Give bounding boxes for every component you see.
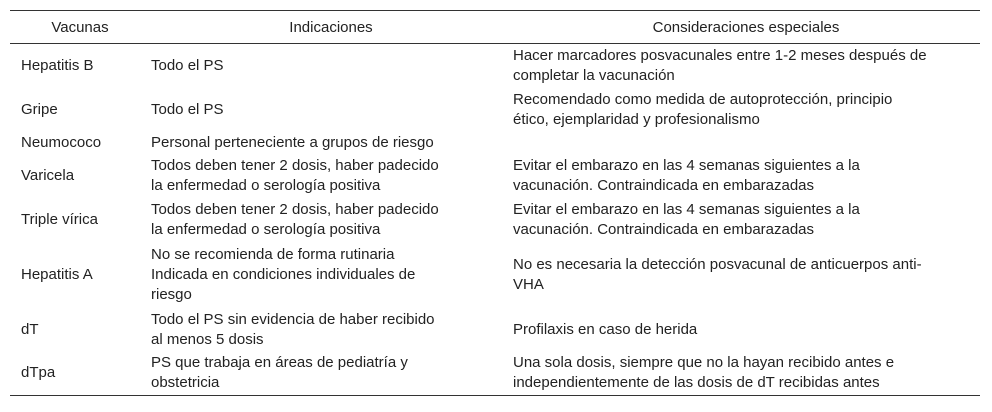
cell-vacuna: Gripe [21,100,58,118]
table-row [10,242,980,308]
cell-vacuna: Neumococo [21,133,102,151]
indicaciones-line: Todos deben tener 2 dosis, haber padecido [151,156,439,174]
consideraciones-line: Evitar el embarazo en las 4 semanas siguientes a la [513,200,860,218]
vaccine-table-container [10,10,980,396]
consideraciones-line: Hacer marcadores posvacunales entre 1-2 meses después de [513,46,927,64]
cell-indicaciones [150,44,512,88]
consideraciones-line: Una sola dosis, siempre que no la hayan recibido antes e [513,354,895,372]
indicaciones-line: la enfermedad o serología positiva [151,220,381,238]
consideraciones-line: independientemente de las dosis de dT recibidas antes [513,374,880,392]
cell-indicaciones [150,154,512,198]
cell-indicaciones [150,88,512,132]
indicaciones-line: Todo el PS sin evidencia de haber recibido [151,310,435,328]
vaccine-table [10,10,980,396]
cell-vacuna: dTpa [21,364,56,382]
cell-vacuna: dT [21,320,39,338]
cell-consideraciones [512,242,980,308]
header-indicaciones: Indicaciones [289,19,373,36]
indicaciones-line: al menos 5 dosis [151,330,264,348]
consideraciones-line: completar la vacunación [513,66,675,84]
table-row [10,308,980,352]
indicaciones-line: obstetricia [151,374,220,392]
cell-consideraciones [512,132,980,154]
indicaciones-line: Personal perteneciente a grupos de riesgo [151,133,434,151]
consideraciones-line: vacunación. Contraindicada en embarazadas [513,220,815,238]
table-header-row [10,11,980,44]
cell-consideraciones [512,198,980,242]
indicaciones-line: Indicada en condiciones individuales de [151,265,416,283]
table-row [10,44,980,88]
cell-consideraciones [512,154,980,198]
table-row [10,352,980,396]
cell-vacuna: Hepatitis A [21,265,93,283]
cell-consideraciones [512,352,980,396]
cell-indicaciones [150,352,512,396]
consideraciones-line: Profilaxis en caso de herida [513,320,698,338]
cell-vacuna: Hepatitis B [21,56,94,74]
cell-indicaciones [150,242,512,308]
table-row [10,154,980,198]
cell-consideraciones [512,308,980,352]
indicaciones-line: PS que trabaja en áreas de pediatría y [151,354,408,372]
table-row [10,88,980,132]
cell-indicaciones [150,198,512,242]
consideraciones-line: vacunación. Contraindicada en embarazadas [513,176,815,194]
header-consideraciones: Consideraciones especiales [652,19,840,36]
cell-consideraciones [512,88,980,132]
consideraciones-line: Recomendado como medida de autoprotección, principio [513,90,893,108]
consideraciones-line: No es necesaria la detección posvacunal de anticuerpos anti- [513,255,922,273]
table-row [10,132,980,154]
header-vacunas: Vacunas [51,19,109,36]
cell-vacuna: Varicela [21,166,75,184]
consideraciones-line: ético, ejemplaridad y profesionalismo [513,110,760,128]
cell-indicaciones [150,308,512,352]
cell-indicaciones [150,132,512,154]
indicaciones-line: No se recomienda de forma rutinaria [151,245,395,263]
indicaciones-line: Todos deben tener 2 dosis, haber padecido [151,200,439,218]
indicaciones-line: Todo el PS [151,100,224,118]
cell-vacuna: Triple vírica [21,210,98,228]
indicaciones-line: Todo el PS [151,56,224,74]
table-row [10,198,980,242]
cell-consideraciones [512,44,980,88]
indicaciones-line: la enfermedad o serología positiva [151,176,381,194]
consideraciones-line: VHA [513,275,544,293]
indicaciones-line: riesgo [151,285,192,303]
consideraciones-line: Evitar el embarazo en las 4 semanas siguientes a la [513,156,860,174]
